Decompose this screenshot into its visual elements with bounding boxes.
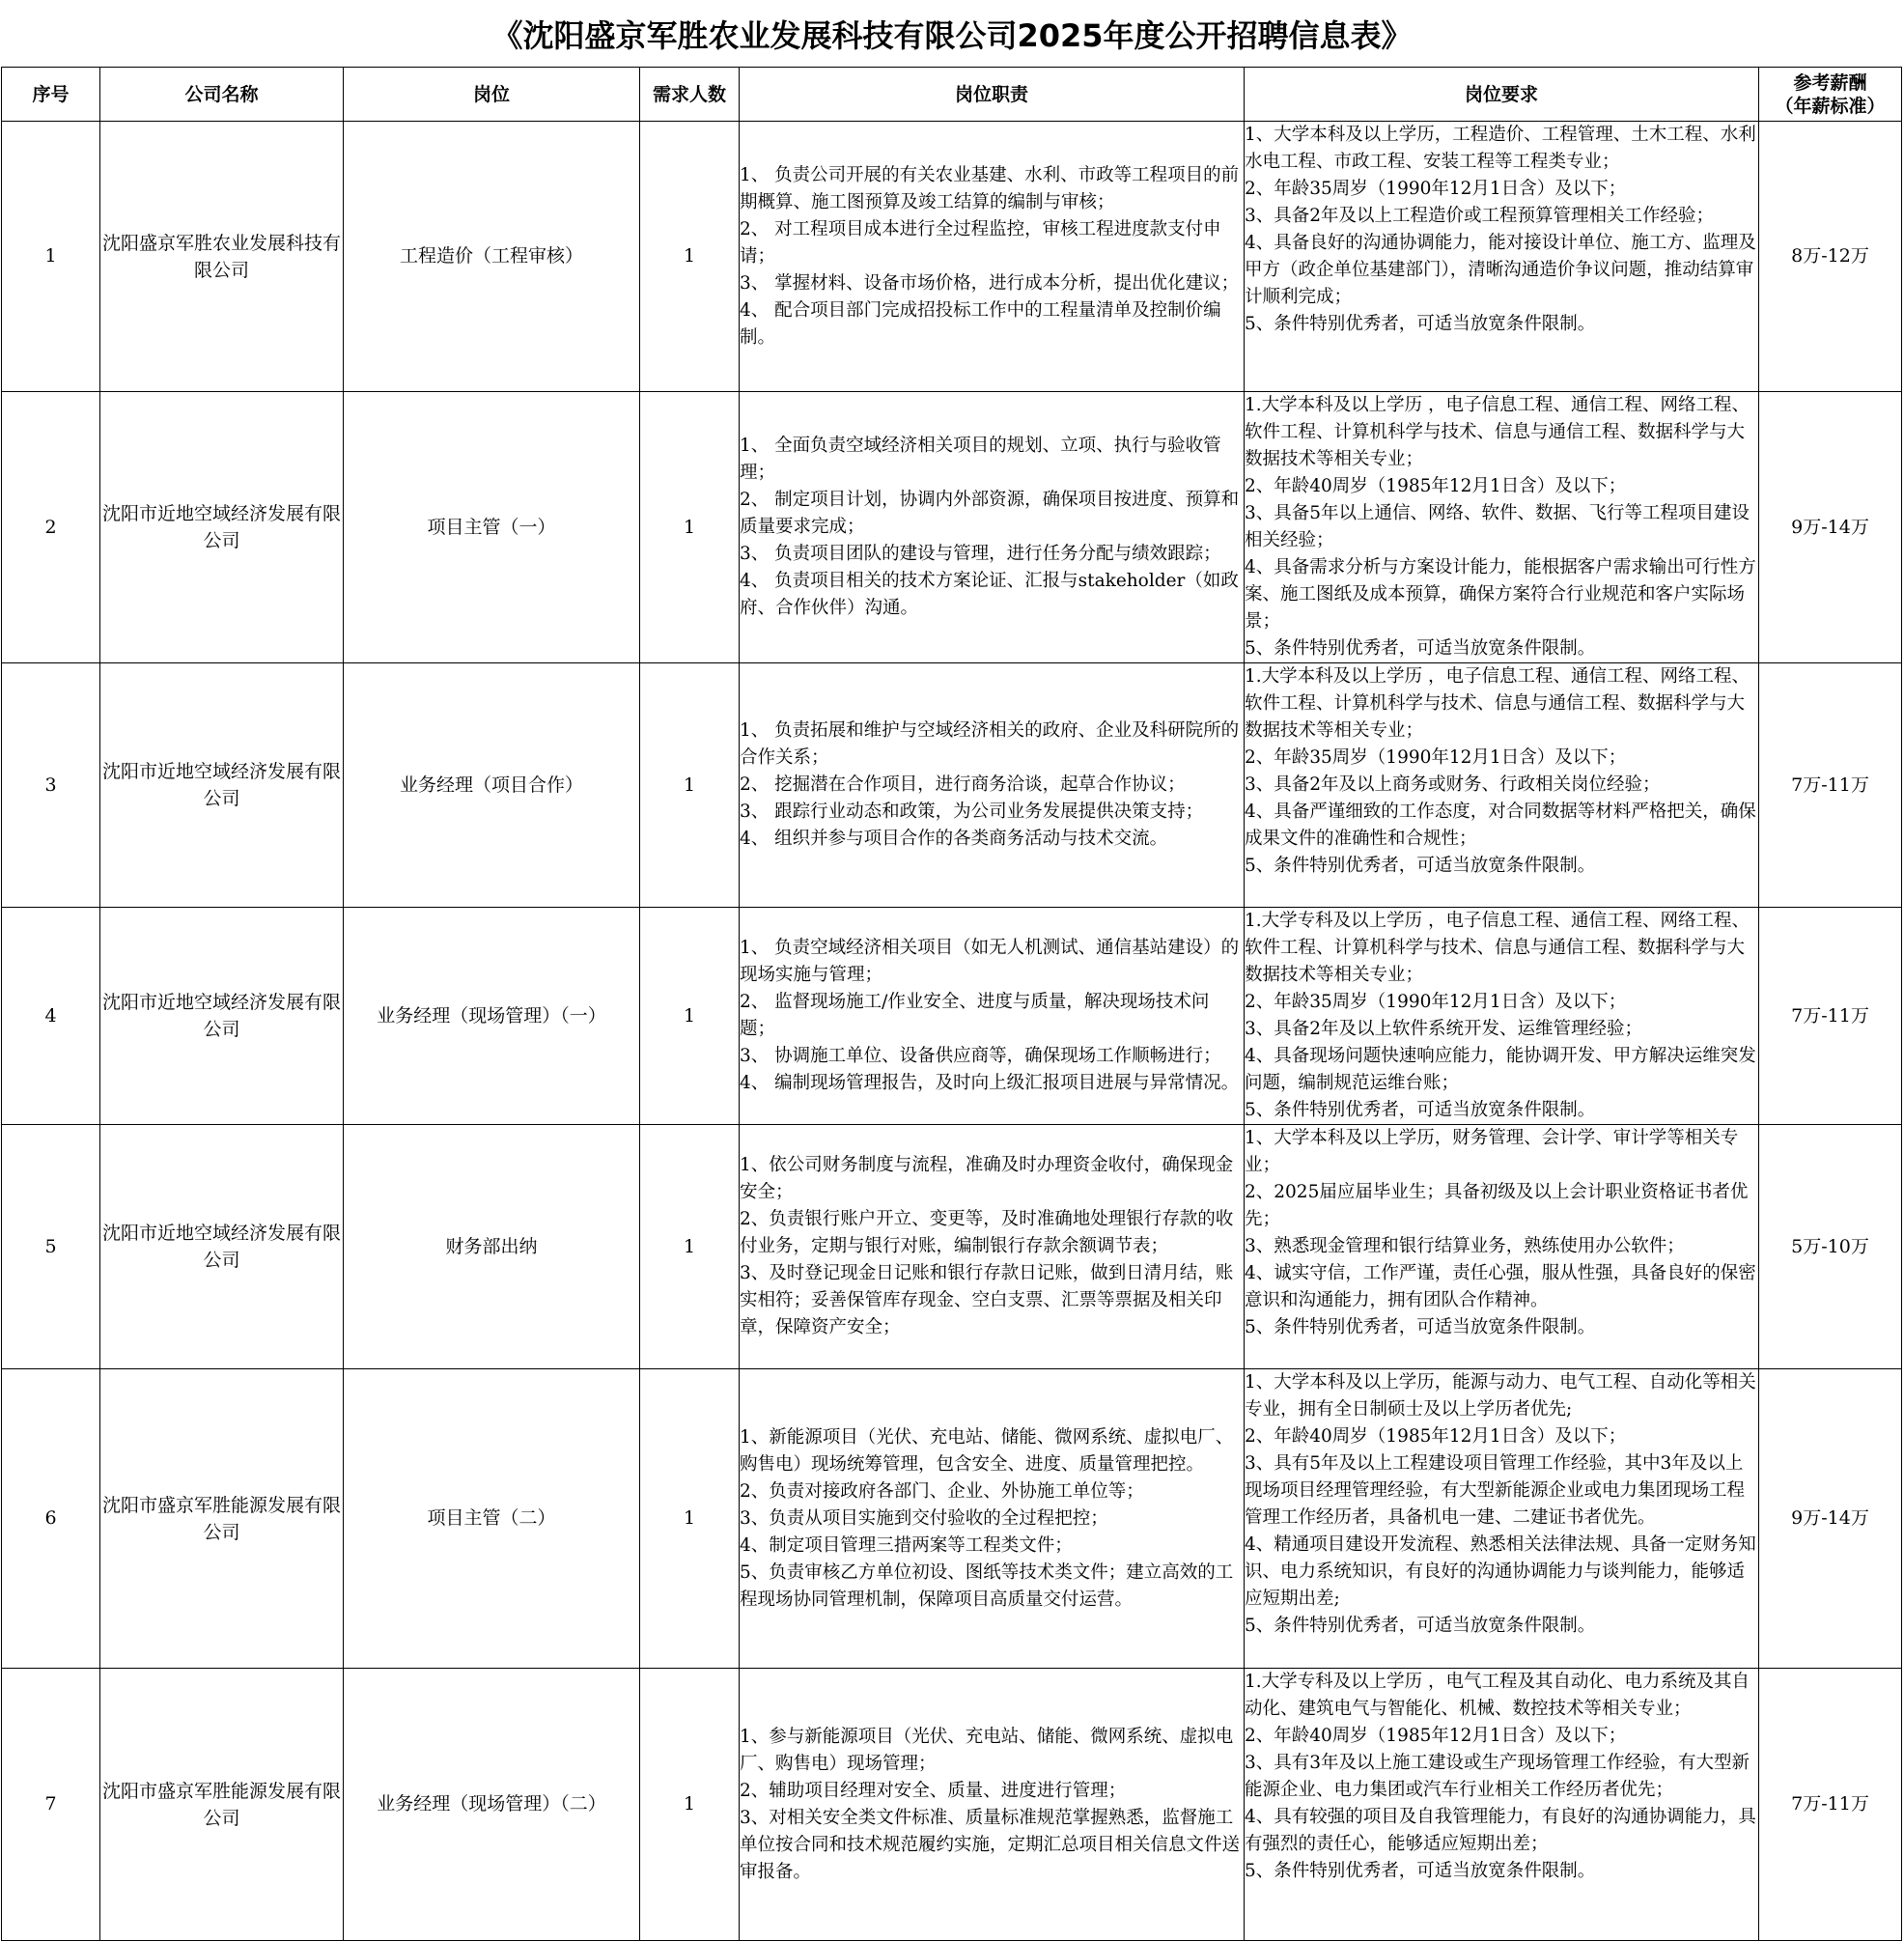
row-no: 5 <box>2 1125 100 1369</box>
table-row <box>2 1125 1902 1369</box>
row-count: 1 <box>640 122 740 392</box>
row-count: 1 <box>640 663 740 908</box>
requirements-text: 1、大学本科及以上学历，财务管理、会计学、审计学等相关专业； 2、2025届应届毕业生；具备初级及以上会计职业资格证书者优先； 3、熟悉现金管理和银行结算业务，熟练使用办公软件； 4、诚实守信，工作严谨，责任心强，服从性强，具备良好的保密意识和沟通能力，拥有团队合作精神。 5、条件特别优秀者，可适当放宽条件限制。 <box>1245 1128 1756 1337</box>
recruitment-table <box>1 67 1902 1941</box>
row-requirements <box>1245 908 1759 1125</box>
row-duties <box>740 122 1245 392</box>
row-count: 1 <box>640 392 740 663</box>
row-position: 项目主管（二） <box>344 1369 640 1669</box>
page-title: 《沈阳盛京军胜农业发展科技有限公司2025年度公开招聘信息表》 <box>491 16 1413 54</box>
header-count: 需求人数 <box>640 68 740 122</box>
row-salary: 9万-14万 <box>1759 392 1902 663</box>
row-count: 1 <box>640 1125 740 1369</box>
header-salary <box>1759 68 1902 122</box>
header-no: 序号 <box>2 68 100 122</box>
row-salary: 9万-14万 <box>1759 1369 1902 1669</box>
row-company: 沈阳市盛京军胜能源发展有限公司 <box>100 1369 344 1669</box>
row-no: 6 <box>2 1369 100 1669</box>
header-duties: 岗位职责 <box>740 68 1245 122</box>
row-requirements <box>1245 1669 1759 1941</box>
row-duties <box>740 392 1245 663</box>
row-company: 沈阳市近地空域经济发展有限公司 <box>100 663 344 908</box>
header-requirements: 岗位要求 <box>1245 68 1759 122</box>
row-position: 财务部出纳 <box>344 1125 640 1369</box>
row-position: 工程造价（工程审核） <box>344 122 640 392</box>
row-duties <box>740 908 1245 1125</box>
row-position: 业务经理（项目合作） <box>344 663 640 908</box>
row-salary: 7万-11万 <box>1759 1669 1902 1941</box>
row-position: 业务经理（现场管理）（一） <box>344 908 640 1125</box>
table-row <box>2 908 1902 1125</box>
row-position: 业务经理（现场管理）（二） <box>344 1669 640 1941</box>
row-count: 1 <box>640 908 740 1125</box>
row-duties <box>740 663 1245 908</box>
duties-text: 1、依公司财务制度与流程，准确及时办理资金收付，确保现金安全； 2、负责银行账户开立、变更等，及时准确地处理银行存款的收付业务，定期与银行对账，编制银行存款余额调节表； 3、及时登记现金日记账和银行存款日记账，做到日清月结，账实相符；妥善保管库存现金、空白支票、汇票等票据及相关印章，保障资产安全； <box>740 1155 1234 1337</box>
row-no: 3 <box>2 663 100 908</box>
row-requirements <box>1245 392 1759 663</box>
header-row <box>2 68 1902 122</box>
row-no: 1 <box>2 122 100 392</box>
row-position: 项目主管（一） <box>344 392 640 663</box>
header-salary-text: 参考薪酬 （年薪标准） <box>1775 71 1886 117</box>
row-no: 2 <box>2 392 100 663</box>
duties-text: 1、参与新能源项目（光伏、充电站、储能、微网系统、虚拟电厂、购售电）现场管理； 2、辅助项目经理对安全、质量、进度进行管理； 3、对相关安全类文件标准、质量标准规范掌握熟悉，监督施工单位按合同和技术规范履约实施，定期汇总项目相关信息文件送审报备。 <box>740 1726 1241 1882</box>
duties-text: 1、新能源项目（光伏、充电站、储能、微网系统、虚拟电厂、购售电）现场统筹管理，包含安全、进度、质量管理把控。 2、负责对接政府各部门、企业、外协施工单位等； 3、负责从项目实施到交付验收的全过程把控； 4、制定项目管理三措两案等工程类文件； 5、负责审核乙方单位初设、图纸等技术类文件；建立高效的工程现场协同管理机制，保障项目高质量交付运营。 <box>740 1426 1234 1610</box>
requirements-text: 1、大学本科及以上学历，能源与动力、电气工程、自动化等相关专业，拥有全日制硕士及以上学历者优先; 2、年龄40周岁（1985年12月1日含）及以下； 3、具有5年及以上工程建设项目管理工作经验，其中3年及以上现场项目经理管理经验，有大型新能源企业或电力集团现场工程管理工作经历者，具备机电一建、二建证书者优先。 4、精通项目建设开发流程、熟悉相关法律法规、具备一定财务知识、电力系统知识，有良好的沟通协调能力与谈判能力，能够适应短期出差; 5、条件特别优秀者，可适当放宽条件限制。 <box>1245 1372 1756 1636</box>
row-no: 4 <box>2 908 100 1125</box>
requirements-text: 1.大学本科及以上学历 ，电子信息工程、通信工程、网络工程、软件工程、计算机科学与技术、信息与通信工程、数据科学与大数据技术等相关专业； 2、年龄40周岁（1985年12月1日含）及以下； 3、具备5年以上通信、网络、软件、数据、飞行等工程项目建设相关经验； 4、具备需求分析与方案设计能力，能根据客户需求输出可行性方案、施工图纸及成本预算，确保方案符合行业规范和客户实际场景； 5、条件特别优秀者，可适当放宽条件限制。 <box>1245 395 1756 659</box>
row-count: 1 <box>640 1669 740 1941</box>
row-salary: 7万-11万 <box>1759 908 1902 1125</box>
requirements-text: 1.大学本科及以上学历 ，电子信息工程、通信工程、网络工程、软件工程、计算机科学与技术、信息与通信工程、数据科学与大数据技术等相关专业； 2、年龄35周岁（1990年12月1日含）及以下； 3、具备2年及以上商务或财务、行政相关岗位经验； 4、具备严谨细致的工作态度，对合同数据等材料严格把关，确保成果文件的准确性和合规性； 5、条件特别优秀者，可适当放宽条件限制。 <box>1245 666 1756 876</box>
row-company: 沈阳盛京军胜农业发展科技有限公司 <box>100 122 344 392</box>
row-requirements <box>1245 1125 1759 1369</box>
table-row <box>2 392 1902 663</box>
table-row <box>2 1369 1902 1669</box>
table-row <box>2 122 1902 392</box>
row-requirements <box>1245 1369 1759 1669</box>
row-company: 沈阳市近地空域经济发展有限公司 <box>100 392 344 663</box>
row-company: 沈阳市近地空域经济发展有限公司 <box>100 908 344 1125</box>
row-requirements <box>1245 122 1759 392</box>
row-salary: 8万-12万 <box>1759 122 1902 392</box>
row-company: 沈阳市盛京军胜能源发展有限公司 <box>100 1669 344 1941</box>
header-company: 公司名称 <box>100 68 344 122</box>
requirements-text: 1、大学本科及以上学历，工程造价、工程管理、土木工程、水利水电工程、市政工程、安装工程等工程类专业； 2、年龄35周岁（1990年12月1日含）及以下； 3、具备2年及以上工程造价或工程预算管理相关工作经验； 4、具备良好的沟通协调能力，能对接设计单位、施工方、监理及甲方（政企单位基建部门），清晰沟通造价争议问题，推动结算审计顺利完成； 5、条件特别优秀者，可适当放宽条件限制。 <box>1245 125 1756 334</box>
row-duties <box>740 1125 1245 1369</box>
requirements-text: 1.大学专科及以上学历 ，电气工程及其自动化、电力系统及其自动化、建筑电气与智能化、机械、数控技术等相关专业； 2、年龄40周岁（1985年12月1日含）及以下； 3、具有3年及以上施工建设或生产现场管理工作经验，有大型新能源企业、电力集团或汽车行业相关工作经历者优先； 4、具有较强的项目及自我管理能力，有良好的沟通协调能力，具有强烈的责任心，能够适应短期出差； 5、条件特别优秀者，可适当放宽条件限制。 <box>1245 1672 1756 1881</box>
table-row <box>2 663 1902 908</box>
row-salary: 7万-11万 <box>1759 663 1902 908</box>
table-row <box>2 1669 1902 1941</box>
duties-text: 1、 全面负责空域经济相关项目的规划、立项、执行与验收管理； 2、 制定项目计划，协调内外部资源，确保项目按进度、预算和质量要求完成； 3、 负责项目团队的建设与管理，进行任务分配与绩效跟踪； 4、 负责项目相关的技术方案论证、汇报与stakeholder（如政府、合作伙伴）沟通。 <box>740 436 1240 618</box>
row-requirements <box>1245 663 1759 908</box>
row-salary: 5万-10万 <box>1759 1125 1902 1369</box>
requirements-text: 1.大学专科及以上学历 ，电子信息工程、通信工程、网络工程、软件工程、计算机科学与技术、信息与通信工程、数据科学与大数据技术等相关专业； 2、年龄35周岁（1990年12月1日含）及以下； 3、具备2年及以上软件系统开发、运维管理经验； 4、具备现场问题快速响应能力，能协调开发、甲方解决运维突发问题，编制规范运维台账； 5、条件特别优秀者，可适当放宽条件限制。 <box>1245 911 1756 1120</box>
row-duties <box>740 1669 1245 1941</box>
row-count: 1 <box>640 1369 740 1669</box>
row-no: 7 <box>2 1669 100 1941</box>
duties-text: 1、 负责公司开展的有关农业基建、水利、市政等工程项目的前期概算、施工图预算及竣工结算的编制与审核； 2、 对工程项目成本进行全过程监控，审核工程进度款支付申请； 3、 掌握材料、设备市场价格，进行成本分析，提出优化建议； 4、 配合项目部门完成招投标工作中的工程量清单及控制价编制。 <box>740 164 1240 348</box>
duties-text: 1、 负责空域经济相关项目（如无人机测试、通信基站建设）的现场实施与管理； 2、 监督现场施工/作业安全、进度与质量，解决现场技术问题； 3、 协调施工单位、设备供应商等，确保现场工作顺畅进行； 4、 编制现场管理报告，及时向上级汇报项目进展与异常情况。 <box>740 938 1240 1093</box>
duties-text: 1、 负责拓展和维护与空域经济相关的政府、企业及科研院所的合作关系； 2、 挖掘潜在合作项目，进行商务洽谈，起草合作协议； 3、 跟踪行业动态和政策，为公司业务发展提供决策支持； 4、 组织并参与项目合作的各类商务活动与技术交流。 <box>740 720 1240 849</box>
row-duties <box>740 1369 1245 1669</box>
row-company: 沈阳市近地空域经济发展有限公司 <box>100 1125 344 1369</box>
header-position: 岗位 <box>344 68 640 122</box>
